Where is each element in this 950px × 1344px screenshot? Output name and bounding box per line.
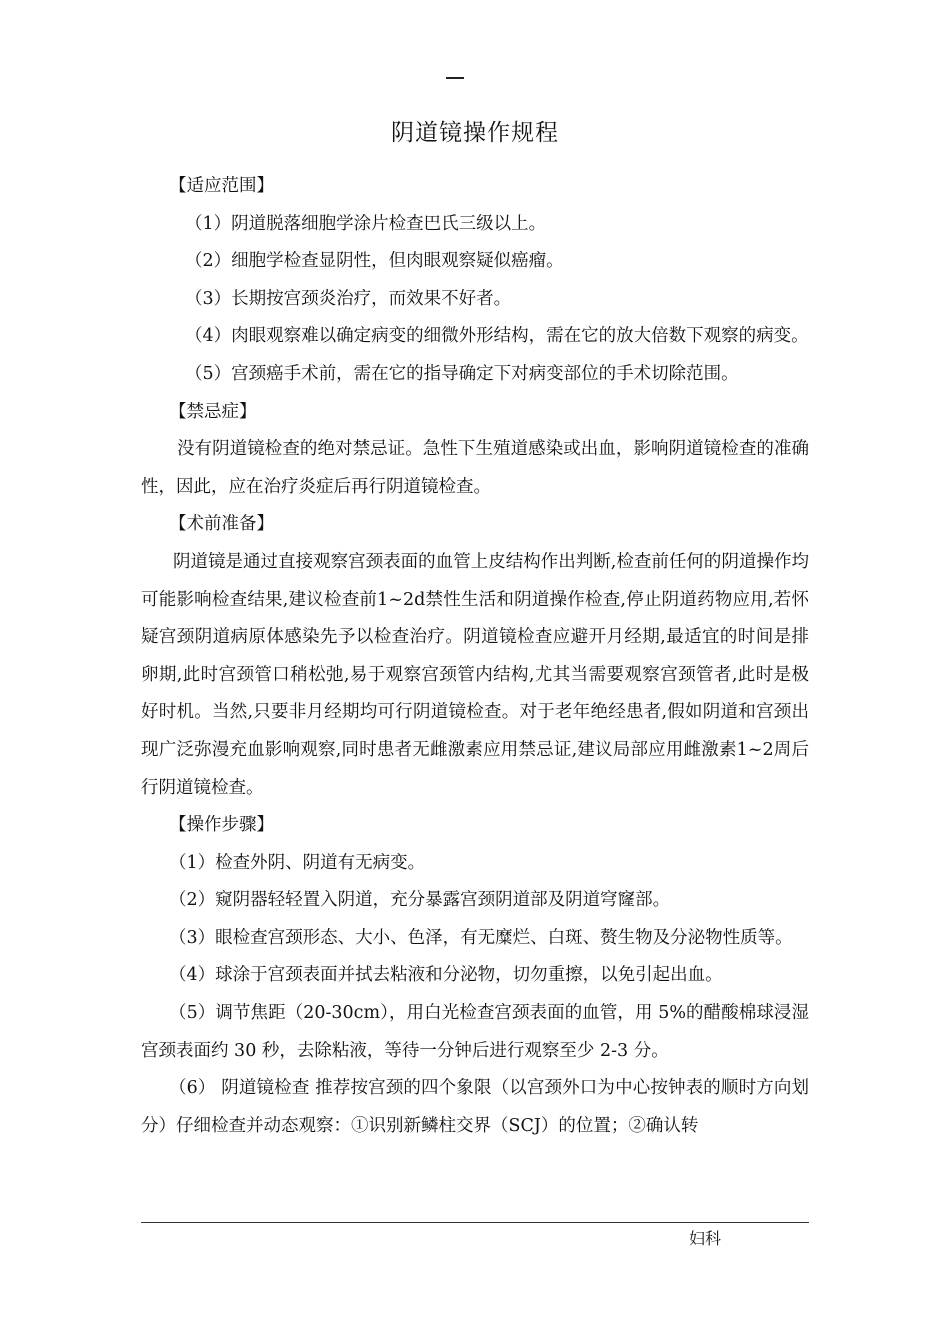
indication-item: （1）阴道脱落细胞学涂片检查巴氏三级以上。 xyxy=(185,213,547,234)
section-heading-steps: 【操作步骤】 xyxy=(169,815,274,836)
preparation-paragraph: 阴道镜是通过直接观察宫颈表面的血管上皮结构作出判断,检查前任何的阴道操作均可能影响检查结果,建议检查前1~2d禁性生活和阴道操作检查,停止阴道药物应用,若怀疑宫颈阴道病原体感染先予以检查治疗。阴道镜检查应避开月经期,最适宜的时间是排卵期,此时宫颈管口稍松弛,易于观察宫颈管内结构,尤其当需要观察宫颈管者,此时是极好时机。当然,只要非月经期均可行阴道镜检查。对于老年绝经患者,假如阴道和宫颈出现广泛弥漫充血影响观察,同时患者无雌激素应用禁忌证,建议局部应用雌激素1~2周后行阴道镜检查。 xyxy=(141,551,809,798)
indication-item: （2）细胞学检查显阴性，但肉眼观察疑似癌瘤。 xyxy=(185,251,564,272)
section-heading-indications: 【适应范围】 xyxy=(169,176,274,196)
contraindications-paragraph: 没有阴道镜检查的绝对禁忌证。急性下生殖道感染或出血，影响阴道镜检查的准确性，因此，应在治疗炎症后再行阴道镜检查。 xyxy=(141,439,809,497)
indication-item: （5）宫颈癌手术前，需在它的指导确定下对病变部位的手术切除范围。 xyxy=(185,363,739,384)
step-item: （6） 阴道镜检查 推荐按宫颈的四个象限（以宫颈外口为中心按钟表的顺时方向划分）仔细检查并动态观察：①识别新鳞柱交界（SCJ）的位置；②确认转 xyxy=(141,1078,809,1136)
header-dash-mark xyxy=(446,77,464,79)
section-heading-preparation: 【术前准备】 xyxy=(169,514,274,535)
step-item: （2）窥阴器轻轻置入阴道，充分暴露宫颈阴道部及阴道穹窿部。 xyxy=(169,890,671,911)
indication-item: （3）长期按宫颈炎治疗，而效果不好者。 xyxy=(185,288,512,309)
indication-item: （4）肉眼观察难以确定病变的细微外形结构，需在它的放大倍数下观察的病变。 xyxy=(185,326,809,347)
section-heading-contraindications: 【禁忌症】 xyxy=(169,401,257,422)
footer-label: 妇科 xyxy=(689,1229,722,1248)
step-item: （4）球涂于宫颈表面并拭去粘液和分泌物，切勿重擦，以免引起出血。 xyxy=(169,965,723,986)
footer-divider xyxy=(141,1222,809,1223)
document-body xyxy=(141,168,809,1145)
step-item: （5）调节焦距（20-30cm），用白光检查宫颈表面的血管，用 5%的醋酸棉球浸湿宫颈表面约 30 秒，去除粘液，等待一分钟后进行观察至少 2-3 分。 xyxy=(141,1003,809,1061)
document-title: 阴道镜操作规程 xyxy=(391,120,559,146)
step-item: （3）眼检查宫颈形态、大小、色泽，有无糜烂、白斑、赘生物及分泌物性质等。 xyxy=(169,927,793,948)
step-item: （1）检查外阴、阴道有无病变。 xyxy=(169,852,426,873)
